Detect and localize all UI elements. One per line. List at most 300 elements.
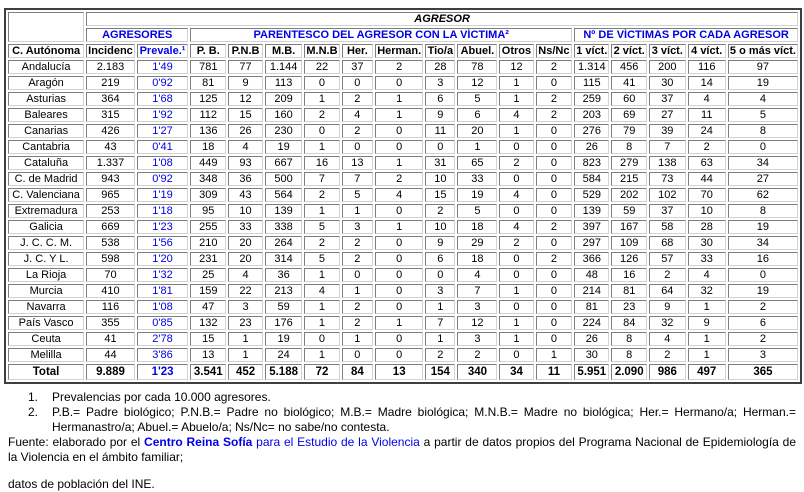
data-cell: 1'32 xyxy=(137,268,188,282)
table-row xyxy=(8,332,798,346)
data-cell: 2 xyxy=(536,108,573,122)
row-label: Total xyxy=(8,364,84,380)
column-header-15: 2 víct. xyxy=(611,44,647,58)
data-cell: 0 xyxy=(536,140,573,154)
data-cell: 297 xyxy=(574,236,609,250)
data-cell: 30 xyxy=(688,236,726,250)
data-cell: 37 xyxy=(649,92,686,106)
data-cell: 0 xyxy=(536,300,573,314)
data-cell: 125 xyxy=(190,92,226,106)
data-cell: 18 xyxy=(457,252,497,266)
data-cell: 0 xyxy=(375,300,423,314)
data-cell: 426 xyxy=(86,124,135,138)
data-cell: 1.337 xyxy=(86,156,135,170)
data-cell: 132 xyxy=(190,316,226,330)
data-cell: 9 xyxy=(649,300,686,314)
data-cell: 59 xyxy=(265,300,303,314)
footnote-2-number: 2. xyxy=(28,405,39,419)
data-cell: 1 xyxy=(499,332,533,346)
footnote-2-text: P.B.= Padre biológico; P.N.B.= Padre no biológico; M.B.= Madre biológica; M.N.B.= Madre no biológica; Her.= Hermano/a; Herman.= Hermanastro/a; Abuel.= Abuelo/a; Ns/Nc= no sabe/no contesta. xyxy=(52,405,796,434)
column-header-13: Ns/Nc xyxy=(536,44,573,58)
data-cell: 11 xyxy=(425,124,455,138)
row-label: Melilla xyxy=(8,348,84,362)
row-label: Cataluña xyxy=(8,156,84,170)
data-cell: 2 xyxy=(342,92,374,106)
data-cell: 1 xyxy=(425,332,455,346)
data-cell: 22 xyxy=(228,284,263,298)
data-cell: 365 xyxy=(728,364,798,380)
row-label: Baleares xyxy=(8,108,84,122)
data-cell: 1 xyxy=(342,204,374,218)
data-cell: 3.541 xyxy=(190,364,226,380)
data-cell: 2 xyxy=(499,236,533,250)
data-cell: 10 xyxy=(688,204,726,218)
data-cell: 4 xyxy=(688,268,726,282)
column-header-1: C. Autónoma xyxy=(8,44,84,58)
source-organization: Centro Reina Sofía xyxy=(144,435,253,449)
data-cell: 0 xyxy=(499,348,533,362)
data-cell: 0 xyxy=(304,124,339,138)
data-cell: 1'08 xyxy=(137,300,188,314)
data-cell: 19 xyxy=(728,76,798,90)
data-cell: 16 xyxy=(611,268,647,282)
data-cell: 2 xyxy=(304,188,339,202)
data-cell: 0 xyxy=(425,140,455,154)
data-cell: 986 xyxy=(649,364,686,380)
data-cell: 81 xyxy=(190,76,226,90)
data-cell: 667 xyxy=(265,156,303,170)
data-cell: 4 xyxy=(228,268,263,282)
table-row xyxy=(8,268,798,282)
data-cell: 1'19 xyxy=(137,188,188,202)
data-cell: 81 xyxy=(574,300,609,314)
data-cell: 2 xyxy=(425,204,455,218)
data-cell: 84 xyxy=(611,316,647,330)
data-cell: 41 xyxy=(611,76,647,90)
data-cell: 2 xyxy=(499,156,533,170)
data-cell: 497 xyxy=(688,364,726,380)
data-cell: 200 xyxy=(649,60,686,74)
data-cell: 1'18 xyxy=(137,204,188,218)
data-cell: 1 xyxy=(342,332,374,346)
data-cell: 253 xyxy=(86,204,135,218)
row-label: C. Valenciana xyxy=(8,188,84,202)
data-cell: 20 xyxy=(457,124,497,138)
data-cell: 116 xyxy=(688,60,726,74)
data-cell: 1 xyxy=(375,92,423,106)
column-header-17: 4 víct. xyxy=(688,44,726,58)
data-cell: 309 xyxy=(190,188,226,202)
data-cell: 28 xyxy=(425,60,455,74)
data-cell: 203 xyxy=(574,108,609,122)
data-cell: 37 xyxy=(649,204,686,218)
data-cell: 1 xyxy=(304,268,339,282)
row-label: Galicia xyxy=(8,220,84,234)
data-cell: 0 xyxy=(499,300,533,314)
data-cell: 19 xyxy=(728,220,798,234)
data-cell: 2'78 xyxy=(137,332,188,346)
data-cell: 26 xyxy=(228,124,263,138)
data-cell: 10 xyxy=(425,172,455,186)
table-row xyxy=(8,220,798,234)
data-cell: 25 xyxy=(190,268,226,282)
column-header-9: Herman. xyxy=(377,45,422,57)
data-cell: 2 xyxy=(342,252,374,266)
data-cell: 139 xyxy=(265,204,303,218)
data-cell: 26 xyxy=(574,332,609,346)
data-cell: 19 xyxy=(457,188,497,202)
column-header-12: Otros xyxy=(499,44,533,58)
data-cell: 366 xyxy=(574,252,609,266)
table-row xyxy=(8,236,798,250)
data-cell: 4 xyxy=(457,268,497,282)
data-cell: 2 xyxy=(425,348,455,362)
data-cell: 4 xyxy=(228,140,263,154)
data-cell: 79 xyxy=(611,124,647,138)
data-cell: 7 xyxy=(649,140,686,154)
data-cell: 136 xyxy=(190,124,226,138)
column-header-18: 5 o más víct. xyxy=(728,44,798,58)
data-cell: 8 xyxy=(728,204,798,218)
table-row xyxy=(8,284,798,298)
data-cell: 259 xyxy=(574,92,609,106)
data-cell: 3 xyxy=(228,300,263,314)
data-cell: 15 xyxy=(190,332,226,346)
data-cell: 314 xyxy=(265,252,303,266)
data-cell: 9 xyxy=(228,76,263,90)
data-cell: 8 xyxy=(611,332,647,346)
data-cell: 18 xyxy=(190,140,226,154)
data-cell: 8 xyxy=(611,348,647,362)
table-row xyxy=(8,316,798,330)
data-cell: 22 xyxy=(304,60,339,74)
data-cell: 0 xyxy=(536,172,573,186)
data-cell: 0 xyxy=(304,76,339,90)
data-cell: 13 xyxy=(375,364,423,380)
data-cell: 1'92 xyxy=(137,108,188,122)
data-cell: 115 xyxy=(574,76,609,90)
data-cell: 2 xyxy=(342,124,374,138)
data-cell: 116 xyxy=(86,300,135,314)
data-cell: 113 xyxy=(265,76,303,90)
data-cell: 16 xyxy=(304,156,339,170)
data-cell: 1'56 xyxy=(137,236,188,250)
data-cell: 12 xyxy=(499,60,533,74)
data-cell: 10 xyxy=(425,220,455,234)
table-row xyxy=(8,172,798,186)
data-cell: 410 xyxy=(86,284,135,298)
data-cell: 2.090 xyxy=(611,364,647,380)
row-label: J. C. Y L. xyxy=(8,252,84,266)
data-cell: 12 xyxy=(457,76,497,90)
data-cell: 202 xyxy=(611,188,647,202)
data-cell: 34 xyxy=(728,236,798,250)
data-cell: 1'68 xyxy=(137,92,188,106)
data-cell: 20 xyxy=(228,252,263,266)
data-cell: 669 xyxy=(86,220,135,234)
data-cell: 3 xyxy=(342,220,374,234)
data-cell: 37 xyxy=(342,60,374,74)
data-cell: 3 xyxy=(457,300,497,314)
data-cell: 81 xyxy=(611,284,647,298)
data-cell: 598 xyxy=(86,252,135,266)
data-cell: 2 xyxy=(728,332,798,346)
data-cell: 34 xyxy=(728,156,798,170)
data-cell: 72 xyxy=(304,364,339,380)
data-cell: 62 xyxy=(728,188,798,202)
data-cell: 4 xyxy=(728,92,798,106)
data-cell: 44 xyxy=(86,348,135,362)
data-cell: 0 xyxy=(536,204,573,218)
data-cell: 13 xyxy=(190,348,226,362)
total-row xyxy=(8,364,798,380)
data-cell: 215 xyxy=(611,172,647,186)
footnote-1 xyxy=(8,390,796,405)
data-cell: 77 xyxy=(228,60,263,74)
data-cell: 1 xyxy=(499,76,533,90)
column-header-7: M.N.B xyxy=(306,45,338,57)
data-cell: 36 xyxy=(265,268,303,282)
data-cell: 2 xyxy=(536,220,573,234)
data-cell: 68 xyxy=(649,236,686,250)
table-row xyxy=(8,252,798,266)
table-row xyxy=(8,204,798,218)
data-cell: 500 xyxy=(265,172,303,186)
data-cell: 4 xyxy=(304,284,339,298)
data-cell: 159 xyxy=(190,284,226,298)
data-cell: 943 xyxy=(86,172,135,186)
data-cell: 32 xyxy=(688,284,726,298)
data-cell: 0 xyxy=(342,268,374,282)
source-line xyxy=(8,435,796,465)
row-label: País Vasco xyxy=(8,316,84,330)
data-cell: 4 xyxy=(649,332,686,346)
data-cell: 0 xyxy=(499,268,533,282)
data-cell: 279 xyxy=(611,156,647,170)
data-cell: 5 xyxy=(342,188,374,202)
data-cell: 1 xyxy=(304,140,339,154)
table-row xyxy=(8,76,798,90)
data-cell: 3 xyxy=(728,348,798,362)
data-cell: 41 xyxy=(86,332,135,346)
source-rest: a partir de datos propios del Programa Nacional de Epidemiología de la Violencia en el ámbito familiar; xyxy=(8,435,797,464)
data-cell: 7 xyxy=(304,172,339,186)
data-cell: 8 xyxy=(611,140,647,154)
data-cell: 6 xyxy=(425,92,455,106)
data-cell: 4 xyxy=(375,188,423,202)
data-cell: 0 xyxy=(425,268,455,282)
table-title: AGRESOR xyxy=(86,12,798,26)
data-cell: 0 xyxy=(536,316,573,330)
data-cell: 30 xyxy=(649,76,686,90)
data-cell: 65 xyxy=(457,156,497,170)
data-cell: 9 xyxy=(425,108,455,122)
data-cell: 0 xyxy=(375,140,423,154)
data-cell: 1'20 xyxy=(137,252,188,266)
column-header-14: 1 víct. xyxy=(576,45,608,57)
data-cell: 1 xyxy=(375,156,423,170)
row-label: Navarra xyxy=(8,300,84,314)
data-cell: 5 xyxy=(304,252,339,266)
data-cell: 1'49 xyxy=(137,60,188,74)
table-row xyxy=(8,108,798,122)
data-cell: 70 xyxy=(86,268,135,282)
data-cell: 230 xyxy=(265,124,303,138)
data-cell: 2 xyxy=(457,348,497,362)
data-cell: 7 xyxy=(425,316,455,330)
data-cell: 2 xyxy=(375,172,423,186)
data-cell: 0 xyxy=(375,332,423,346)
column-header-6: M.B. xyxy=(265,44,303,58)
data-cell: 0 xyxy=(536,284,573,298)
data-cell: 355 xyxy=(86,316,135,330)
data-cell: 93 xyxy=(228,156,263,170)
table-row xyxy=(8,188,798,202)
data-cell: 0'41 xyxy=(137,140,188,154)
column-header-5: P.N.B xyxy=(228,44,263,58)
data-cell: 0 xyxy=(728,268,798,282)
data-cell: 15 xyxy=(425,188,455,202)
data-cell: 126 xyxy=(611,252,647,266)
data-cell: 231 xyxy=(190,252,226,266)
data-cell: 24 xyxy=(265,348,303,362)
data-cell: 1 xyxy=(228,332,263,346)
data-cell: 8 xyxy=(728,124,798,138)
data-cell: 315 xyxy=(86,108,135,122)
data-cell: 34 xyxy=(499,364,533,380)
table-row xyxy=(8,156,798,170)
data-cell: 9 xyxy=(425,236,455,250)
data-cell: 2 xyxy=(688,140,726,154)
data-cell: 1 xyxy=(228,348,263,362)
table-row xyxy=(8,124,798,138)
column-header-3: Prevale.¹ xyxy=(137,44,188,58)
data-cell: 397 xyxy=(574,220,609,234)
footnote-1-text: Prevalencias por cada 10.000 agresores. xyxy=(52,390,271,404)
row-label: C. de Madrid xyxy=(8,172,84,186)
data-cell: 209 xyxy=(265,92,303,106)
data-cell: 2 xyxy=(649,268,686,282)
data-cell: 0 xyxy=(375,76,423,90)
data-cell: 26 xyxy=(574,140,609,154)
data-cell: 63 xyxy=(688,156,726,170)
data-cell: 5 xyxy=(304,220,339,234)
data-cell: 139 xyxy=(574,204,609,218)
data-cell: 43 xyxy=(86,140,135,154)
data-cell: 70 xyxy=(688,188,726,202)
data-cell: 4 xyxy=(342,108,374,122)
data-cell: 224 xyxy=(574,316,609,330)
group-header-parentesco: PARENTESCO DEL AGRESOR CON LA VÍCTIMA² xyxy=(190,28,572,42)
footnote-2 xyxy=(8,405,796,435)
data-cell: 1 xyxy=(375,220,423,234)
data-cell: 0 xyxy=(375,204,423,218)
data-cell: 0 xyxy=(499,204,533,218)
table-row xyxy=(8,92,798,106)
data-cell: 23 xyxy=(611,300,647,314)
data-cell: 19 xyxy=(265,332,303,346)
data-cell: 456 xyxy=(611,60,647,74)
data-cell: 0'85 xyxy=(137,316,188,330)
data-cell: 1 xyxy=(425,300,455,314)
data-cell: 338 xyxy=(265,220,303,234)
data-cell: 823 xyxy=(574,156,609,170)
data-cell: 0 xyxy=(499,140,533,154)
data-cell: 2 xyxy=(536,60,573,74)
row-label: Canarias xyxy=(8,124,84,138)
data-cell: 18 xyxy=(457,220,497,234)
data-cell: 7 xyxy=(457,284,497,298)
data-cell: 0 xyxy=(536,124,573,138)
data-cell: 10 xyxy=(228,204,263,218)
data-cell: 6 xyxy=(425,252,455,266)
data-cell: 7 xyxy=(342,172,374,186)
data-cell: 11 xyxy=(688,108,726,122)
data-cell: 3'86 xyxy=(137,348,188,362)
data-cell: 0 xyxy=(536,268,573,282)
data-cell: 6 xyxy=(457,108,497,122)
data-cell: 0 xyxy=(536,236,573,250)
data-cell: 2 xyxy=(342,316,374,330)
data-cell: 255 xyxy=(190,220,226,234)
column-header-row xyxy=(8,44,798,58)
data-cell: 112 xyxy=(190,108,226,122)
row-label: Asturias xyxy=(8,92,84,106)
data-cell: 0'92 xyxy=(137,172,188,186)
data-cell: 0 xyxy=(375,268,423,282)
data-cell: 84 xyxy=(342,364,374,380)
data-cell: 0 xyxy=(375,284,423,298)
data-cell: 0 xyxy=(536,332,573,346)
data-cell: 43 xyxy=(228,188,263,202)
data-cell: 340 xyxy=(457,364,497,380)
data-cell: 30 xyxy=(574,348,609,362)
data-cell: 529 xyxy=(574,188,609,202)
data-cell: 2 xyxy=(304,108,339,122)
row-label: Extremadura xyxy=(8,204,84,218)
row-label: Ceuta xyxy=(8,332,84,346)
table-row xyxy=(8,300,798,314)
table-row xyxy=(8,60,798,74)
data-cell: 29 xyxy=(457,236,497,250)
data-cell: 1 xyxy=(304,348,339,362)
data-cell: 2.183 xyxy=(86,60,135,74)
data-cell: 44 xyxy=(688,172,726,186)
data-cell: 6 xyxy=(728,316,798,330)
data-cell: 28 xyxy=(688,220,726,234)
data-cell: 0'92 xyxy=(137,76,188,90)
data-cell: 0 xyxy=(375,252,423,266)
data-cell: 1 xyxy=(304,92,339,106)
data-cell: 9 xyxy=(688,316,726,330)
data-cell: 1.314 xyxy=(574,60,609,74)
data-cell: 2 xyxy=(342,300,374,314)
data-cell: 2 xyxy=(536,252,573,266)
data-cell: 1'23 xyxy=(137,220,188,234)
row-label: Cantabria xyxy=(8,140,84,154)
data-cell: 264 xyxy=(265,236,303,250)
data-cell: 33 xyxy=(688,252,726,266)
data-cell: 1 xyxy=(304,204,339,218)
data-cell: 20 xyxy=(228,236,263,250)
data-cell: 32 xyxy=(649,316,686,330)
data-cell: 364 xyxy=(86,92,135,106)
data-cell: 95 xyxy=(190,204,226,218)
data-cell: 27 xyxy=(728,172,798,186)
group-header-victimas: Nº DE VÍCTIMAS POR CADA AGRESOR xyxy=(574,28,798,42)
data-cell: 5 xyxy=(457,92,497,106)
data-cell: 2 xyxy=(536,92,573,106)
